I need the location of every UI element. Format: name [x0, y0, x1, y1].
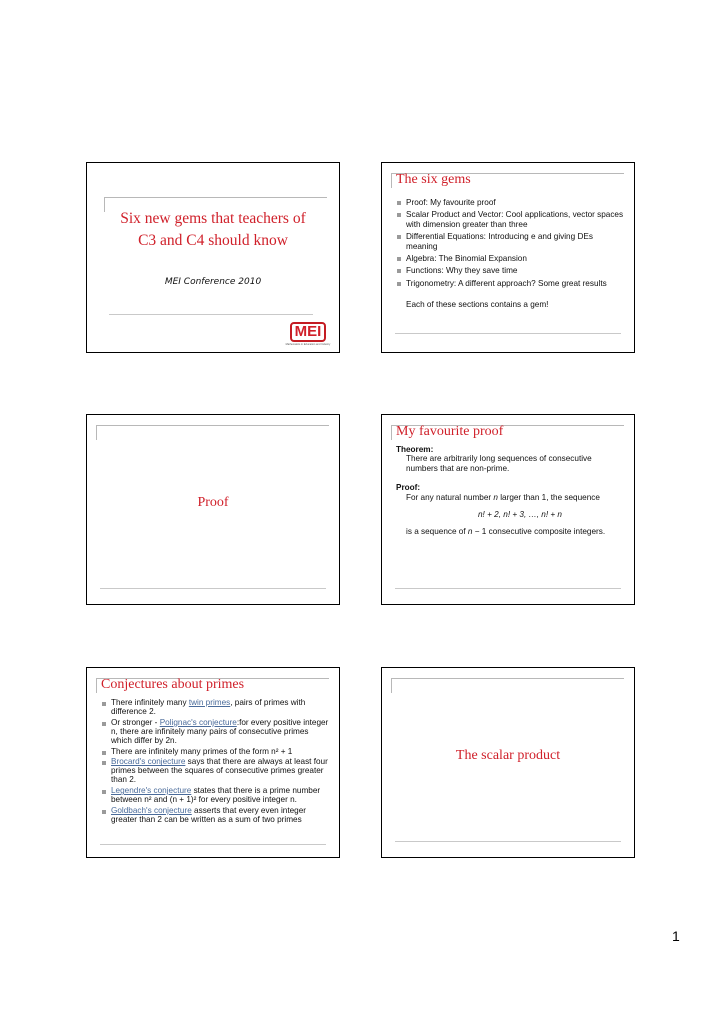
variable-n: n: [493, 492, 498, 502]
slide-1-title: [86, 162, 340, 353]
slide-bottom-rule: [395, 588, 621, 589]
slide-4-body: [396, 445, 624, 537]
slide-6-scalar-product-section: [381, 667, 635, 858]
slide-4-favourite-proof: [381, 414, 635, 605]
gem-item: Algebra: The Binomial Expansion: [396, 254, 624, 263]
slide-1-heading: [87, 208, 339, 252]
link-polignacs-conjecture[interactable]: Polignac's conjecture: [159, 717, 237, 727]
link-brocards-conjecture[interactable]: Brocard's conjecture: [111, 757, 186, 767]
conjecture-text: There infinitely many: [111, 698, 189, 707]
gem-item: Proof: My favourite proof: [396, 198, 624, 207]
conjecture-text: , pairs of primes with difference 2.: [111, 698, 306, 716]
conjecture-item: [101, 787, 331, 805]
slide-bottom-rule: [395, 333, 621, 334]
slide-2-six-gems: [381, 162, 635, 353]
conjecture-item: [101, 758, 331, 785]
slide-5-conjectures: [86, 667, 340, 858]
gem-item: Functions: Why they save time: [396, 266, 624, 275]
gem-item: Scalar Product and Vector: Cool applications, vector spaces with dimension greater than three: [396, 210, 624, 229]
slide-2-heading: The six gems: [396, 172, 471, 187]
mei-logo-mark: MEI: [290, 322, 327, 342]
proof-label: Proof:: [396, 483, 421, 493]
mei-logo: [285, 322, 331, 346]
conjecture-item: [101, 699, 331, 717]
link-goldbachs-conjecture[interactable]: Goldbach's conjecture: [111, 805, 192, 815]
slide-bottom-rule: [395, 841, 621, 842]
slide-2-body: [396, 198, 624, 310]
slide-3-proof-section: [86, 414, 340, 605]
gems-footer-note: Each of these sections contains a gem!: [406, 300, 549, 310]
conjecture-item: [101, 807, 331, 825]
proof-intro-text: larger than 1, the sequence: [497, 492, 600, 502]
gems-list: [396, 198, 624, 288]
conjecture-item: There are infinitely many primes of the form n² + 1: [101, 748, 331, 757]
theorem-label: Theorem:: [396, 445, 434, 454]
page-number: 1: [672, 928, 680, 944]
conjecture-text: says that there are always at least four primes between the squares of consecutive primes greater than 2.: [111, 757, 328, 785]
conjecture-text: asserts that every even integer greater than 2 can be written as a sum of two primes: [111, 805, 306, 824]
title-line-1: Six new gems that teachers of: [120, 210, 306, 227]
slide-decoration-corner: [391, 678, 624, 693]
conclusion-text: is a sequence of: [406, 527, 468, 537]
proof-intro: [396, 493, 624, 502]
slide-6-heading: The scalar product: [455, 748, 561, 763]
slide-bottom-rule: [100, 588, 326, 589]
conjectures-list: [101, 699, 331, 825]
gem-item: Differential Equations: Introducing e and giving DEs meaning: [396, 232, 624, 251]
conjecture-text: Or stronger -: [111, 717, 160, 727]
slide-decoration-corner: [96, 425, 329, 440]
title-line-2: C3 and C4 should know: [138, 232, 288, 249]
link-twin-primes[interactable]: twin primes: [188, 698, 231, 707]
variable-n: n: [467, 527, 473, 537]
mei-logo-tagline: Mathematics in Education and Industry: [285, 343, 331, 346]
slide-3-heading: Proof: [197, 495, 229, 510]
slide-1-subtitle: MEI Conference 2010: [164, 277, 262, 287]
slide-bottom-rule: [100, 844, 326, 845]
proof-conclusion: [396, 527, 624, 536]
proof-sequence: n! + 2, n! + 3, …, n! + n: [478, 510, 562, 520]
conjecture-text: states that there is a prime number between n² and (n + 1)² for every positive integer n.: [111, 786, 321, 805]
slide-bottom-rule: [109, 314, 313, 315]
slide-5-heading: Conjectures about primes: [101, 677, 245, 692]
slide-4-heading: My favourite proof: [396, 424, 504, 439]
conjecture-item: [101, 719, 331, 746]
link-legendres-conjecture[interactable]: Legendre's conjecture: [111, 786, 192, 796]
theorem-text: There are arbitrarily long sequences of consecutive numbers that are non-prime.: [406, 454, 592, 473]
proof-intro-text: For any natural number: [406, 492, 494, 502]
conjecture-text: :for every positive integer n, there are infinitely many pairs of consecutive primes which differ by 2n.: [111, 717, 329, 745]
gem-item: Trigonometry: A different approach? Some great results: [396, 279, 624, 288]
slide-5-body: [101, 699, 331, 827]
conclusion-text: − 1 consecutive composite integers.: [472, 527, 606, 537]
